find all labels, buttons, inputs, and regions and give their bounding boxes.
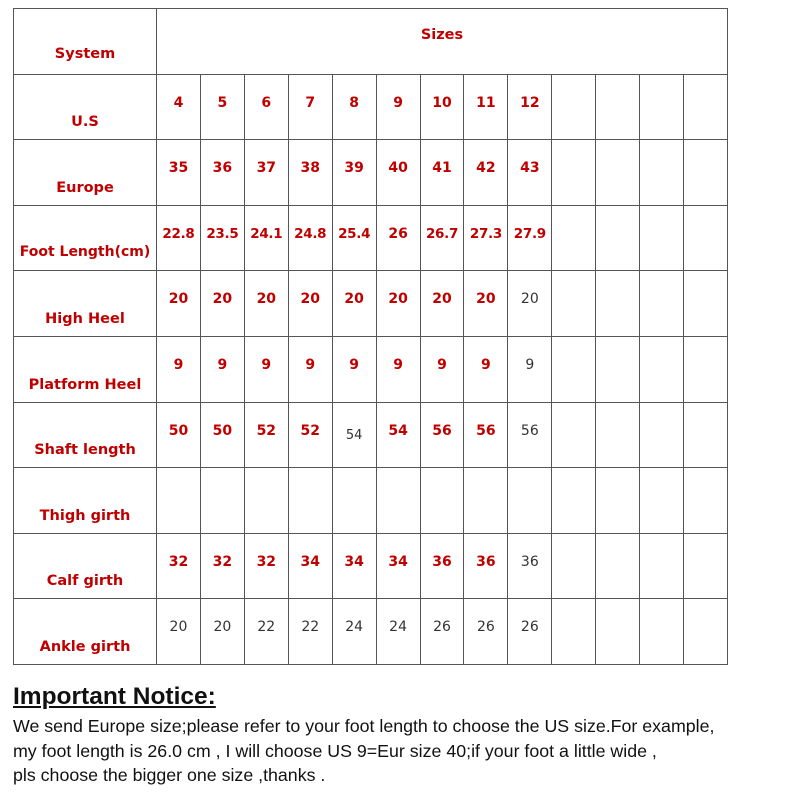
table-row (14, 468, 728, 534)
table-cell: 20 (288, 271, 332, 337)
size-chart-table (13, 8, 728, 665)
table-cell (640, 468, 684, 534)
table-cell: 9 (244, 336, 288, 402)
table-row (14, 599, 728, 665)
table-cell (596, 402, 640, 468)
table-cell: 20 (464, 271, 508, 337)
table-cell: 26 (420, 599, 464, 665)
table-cell (200, 468, 244, 534)
table-cell (684, 140, 728, 206)
table-cell: 6 (244, 74, 288, 140)
table-cell: 41 (420, 140, 464, 206)
table-cell: 37 (244, 140, 288, 206)
table-cell (420, 468, 464, 534)
table-cell: 24.1 (244, 205, 288, 271)
row-label: Shaft length (14, 402, 157, 468)
table-cell: 9 (464, 336, 508, 402)
table-cell (640, 336, 684, 402)
table-cell (640, 599, 684, 665)
table-cell: 26 (508, 599, 552, 665)
table-cell: 7 (288, 74, 332, 140)
table-cell (640, 140, 684, 206)
table-cell (684, 74, 728, 140)
table-cell: 20 (376, 271, 420, 337)
table-cell: 36 (200, 140, 244, 206)
notice-line: We send Europe size;please refer to your foot length to choose the US size.For example, (13, 716, 715, 736)
table-cell (640, 205, 684, 271)
table-cell: 54 (376, 402, 420, 468)
table-cell: 54 (332, 402, 376, 468)
table-cell (552, 599, 596, 665)
system-header-cell: System (14, 9, 157, 75)
sizes-header-cell: Sizes (157, 9, 728, 75)
table-row (14, 336, 728, 402)
row-label: High Heel (14, 271, 157, 337)
table-cell: 20 (332, 271, 376, 337)
table-cell: 11 (464, 74, 508, 140)
table-cell (684, 533, 728, 599)
table-cell (596, 205, 640, 271)
table-cell: 36 (464, 533, 508, 599)
table-cell: 9 (508, 336, 552, 402)
important-notice (13, 682, 798, 788)
table-cell: 10 (420, 74, 464, 140)
table-cell: 20 (157, 271, 201, 337)
table-cell (684, 599, 728, 665)
table-cell (552, 140, 596, 206)
table-cell: 35 (157, 140, 201, 206)
table-cell: 9 (376, 74, 420, 140)
table-cell (157, 468, 201, 534)
table-row (14, 533, 728, 599)
size-chart-body (14, 9, 728, 665)
row-label: Ankle girth (14, 599, 157, 665)
table-cell: 52 (244, 402, 288, 468)
table-cell: 20 (157, 599, 201, 665)
row-label: Calf girth (14, 533, 157, 599)
table-cell (640, 533, 684, 599)
notice-line: my foot length is 26.0 cm , I will choose US 9=Eur size 40;if your foot a little wide , (13, 740, 657, 761)
table-cell (684, 205, 728, 271)
table-row (14, 271, 728, 337)
table-cell (684, 402, 728, 468)
table-cell (376, 468, 420, 534)
table-cell: 38 (288, 140, 332, 206)
table-cell: 34 (288, 533, 332, 599)
table-cell (552, 402, 596, 468)
table-cell: 22 (244, 599, 288, 665)
row-label: U.S (14, 74, 157, 140)
table-cell (640, 74, 684, 140)
table-cell (596, 74, 640, 140)
table-cell (552, 271, 596, 337)
table-cell: 25.4 (332, 205, 376, 271)
table-cell: 8 (332, 74, 376, 140)
table-cell (596, 468, 640, 534)
table-cell: 56 (508, 402, 552, 468)
table-cell (288, 468, 332, 534)
table-cell (552, 533, 596, 599)
table-cell (464, 468, 508, 534)
table-cell: 23.5 (200, 205, 244, 271)
table-cell: 12 (508, 74, 552, 140)
table-cell (596, 599, 640, 665)
row-label: Europe (14, 140, 157, 206)
table-cell (684, 468, 728, 534)
table-row (14, 402, 728, 468)
table-cell (640, 402, 684, 468)
table-cell (552, 74, 596, 140)
table-cell: 32 (200, 533, 244, 599)
table-cell: 9 (157, 336, 201, 402)
table-cell: 9 (376, 336, 420, 402)
table-cell: 20 (200, 599, 244, 665)
table-cell: 22 (288, 599, 332, 665)
table-cell: 9 (420, 336, 464, 402)
row-label: Thigh girth (14, 468, 157, 534)
table-cell (508, 468, 552, 534)
table-cell: 24 (376, 599, 420, 665)
table-cell (552, 336, 596, 402)
header-row (14, 9, 728, 75)
table-cell: 36 (508, 533, 552, 599)
table-cell (552, 205, 596, 271)
table-cell: 56 (464, 402, 508, 468)
table-cell: 22.8 (157, 205, 201, 271)
table-cell: 50 (200, 402, 244, 468)
table-cell: 40 (376, 140, 420, 206)
table-row (14, 140, 728, 206)
table-cell: 24.8 (288, 205, 332, 271)
table-cell: 27.9 (508, 205, 552, 271)
table-cell: 26 (376, 205, 420, 271)
notice-body (13, 714, 798, 788)
table-cell: 52 (288, 402, 332, 468)
notice-title: Important Notice: (13, 683, 216, 710)
table-cell (332, 468, 376, 534)
table-cell: 32 (244, 533, 288, 599)
table-cell: 24 (332, 599, 376, 665)
table-cell (552, 468, 596, 534)
table-cell: 27.3 (464, 205, 508, 271)
notice-line: pls choose the bigger one size ,thanks . (13, 765, 326, 785)
table-cell: 9 (200, 336, 244, 402)
table-cell: 20 (244, 271, 288, 337)
table-cell (244, 468, 288, 534)
table-cell: 26 (464, 599, 508, 665)
table-cell: 50 (157, 402, 201, 468)
table-cell: 43 (508, 140, 552, 206)
table-cell (596, 140, 640, 206)
table-cell: 32 (157, 533, 201, 599)
table-cell: 20 (200, 271, 244, 337)
table-cell: 56 (420, 402, 464, 468)
table-row (14, 205, 728, 271)
table-cell (596, 533, 640, 599)
table-cell (596, 336, 640, 402)
table-cell (684, 336, 728, 402)
table-cell: 9 (288, 336, 332, 402)
table-cell: 34 (376, 533, 420, 599)
table-cell: 20 (508, 271, 552, 337)
row-label: Foot Length(cm) (14, 205, 157, 271)
table-cell: 26.7 (420, 205, 464, 271)
table-cell (640, 271, 684, 337)
table-cell (596, 271, 640, 337)
table-row (14, 74, 728, 140)
table-cell: 20 (420, 271, 464, 337)
table-cell: 42 (464, 140, 508, 206)
table-cell: 5 (200, 74, 244, 140)
table-cell: 9 (332, 336, 376, 402)
table-cell: 36 (420, 533, 464, 599)
table-cell: 4 (157, 74, 201, 140)
table-cell: 34 (332, 533, 376, 599)
row-label: Platform Heel (14, 336, 157, 402)
table-cell (684, 271, 728, 337)
table-cell: 39 (332, 140, 376, 206)
